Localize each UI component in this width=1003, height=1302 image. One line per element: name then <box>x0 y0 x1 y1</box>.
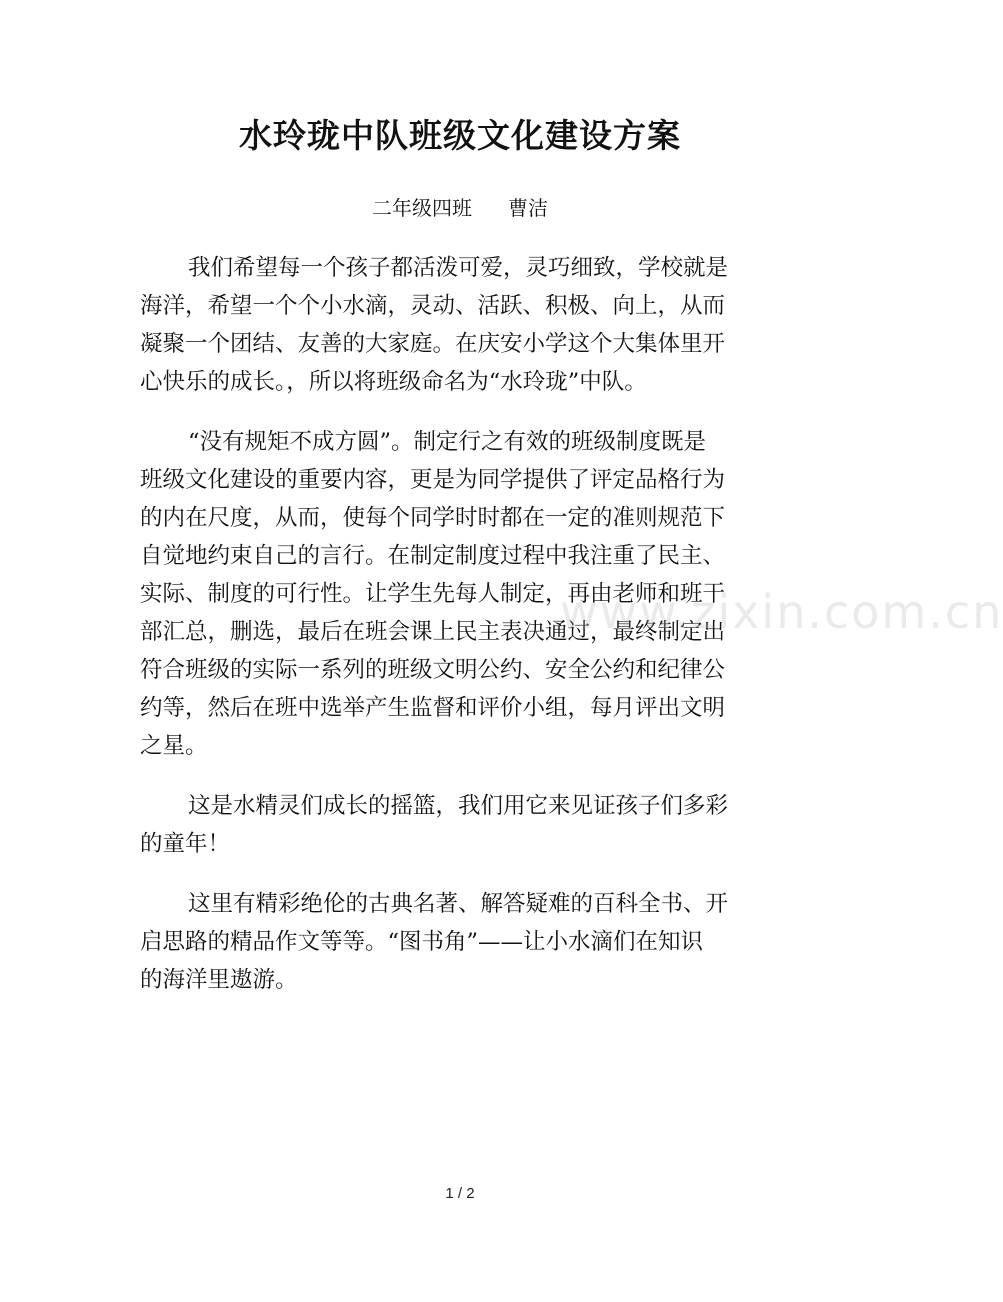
paragraph-line: 符合班级的实际一系列的班级文明公约、安全公约和纪律公 <box>140 657 726 683</box>
paragraph-line: 我们希望每一个孩子都活泼可爱，灵巧细致，学校就是 <box>188 255 729 281</box>
paragraph-line: 的童年！ <box>140 831 231 857</box>
paragraph-line: 启思路的精品作文等等。“图书角”——让小水滴们在知识 <box>140 929 704 955</box>
paragraph-line: 这是水精灵们成长的摇篮，我们用它来见证孩子们多彩 <box>188 793 729 819</box>
byline <box>0 192 920 224</box>
page-number: 1 / 2 <box>445 1185 475 1202</box>
paragraph-line: 的海洋里遨游。 <box>140 967 298 993</box>
class-name: 二年级四班 <box>372 196 472 220</box>
paragraph-line: 这里有精彩绝伦的古典名著、解答疑难的百科全书、开 <box>188 891 729 917</box>
paragraph-line: 的内在尺度，从而，使每个同学时时都在一定的准则规范下 <box>140 505 726 531</box>
paragraph <box>140 787 790 863</box>
paragraph-line: 海洋，希望一个个小水滴，灵动、活跃、积极、向上，从而 <box>140 293 726 319</box>
paragraph-line: 凝聚一个团结、友善的大家庭。在庆安小学这个大集体里开 <box>140 331 726 357</box>
paragraph-line: 约等，然后在班中选举产生监督和评价小组，每月评出文明 <box>140 695 726 721</box>
paragraph-line: 之星。 <box>140 733 208 759</box>
paragraph-line: 心快乐的成长。，所以将班级命名为“水玲珑”中队。 <box>140 369 647 395</box>
paragraph <box>140 423 790 765</box>
document-title: 水玲珑中队班级文化建设方案 <box>239 116 681 155</box>
watermark: www.zixin.com.cn <box>560 585 1003 639</box>
paragraph-line: 班级文化建设的重要内容，更是为同学提供了评定品格行为 <box>140 467 726 493</box>
author-name: 曹洁 <box>508 196 548 220</box>
paragraph-line: 自觉地约束自己的言行。在制定制度过程中我注重了民主、 <box>140 543 726 569</box>
paragraph-line: 实际、制度的可行性。让学生先每人制定，再由老师和班干 <box>140 581 726 607</box>
paragraph-line: “没有规矩不成方圆”。制定行之有效的班级制度既是 <box>188 429 707 455</box>
paragraph <box>140 249 790 401</box>
paragraph <box>140 885 790 999</box>
paragraph-line: 部汇总，删选，最后在班会课上民主表决通过，最终制定出 <box>140 619 726 645</box>
document-body <box>140 249 790 1021</box>
